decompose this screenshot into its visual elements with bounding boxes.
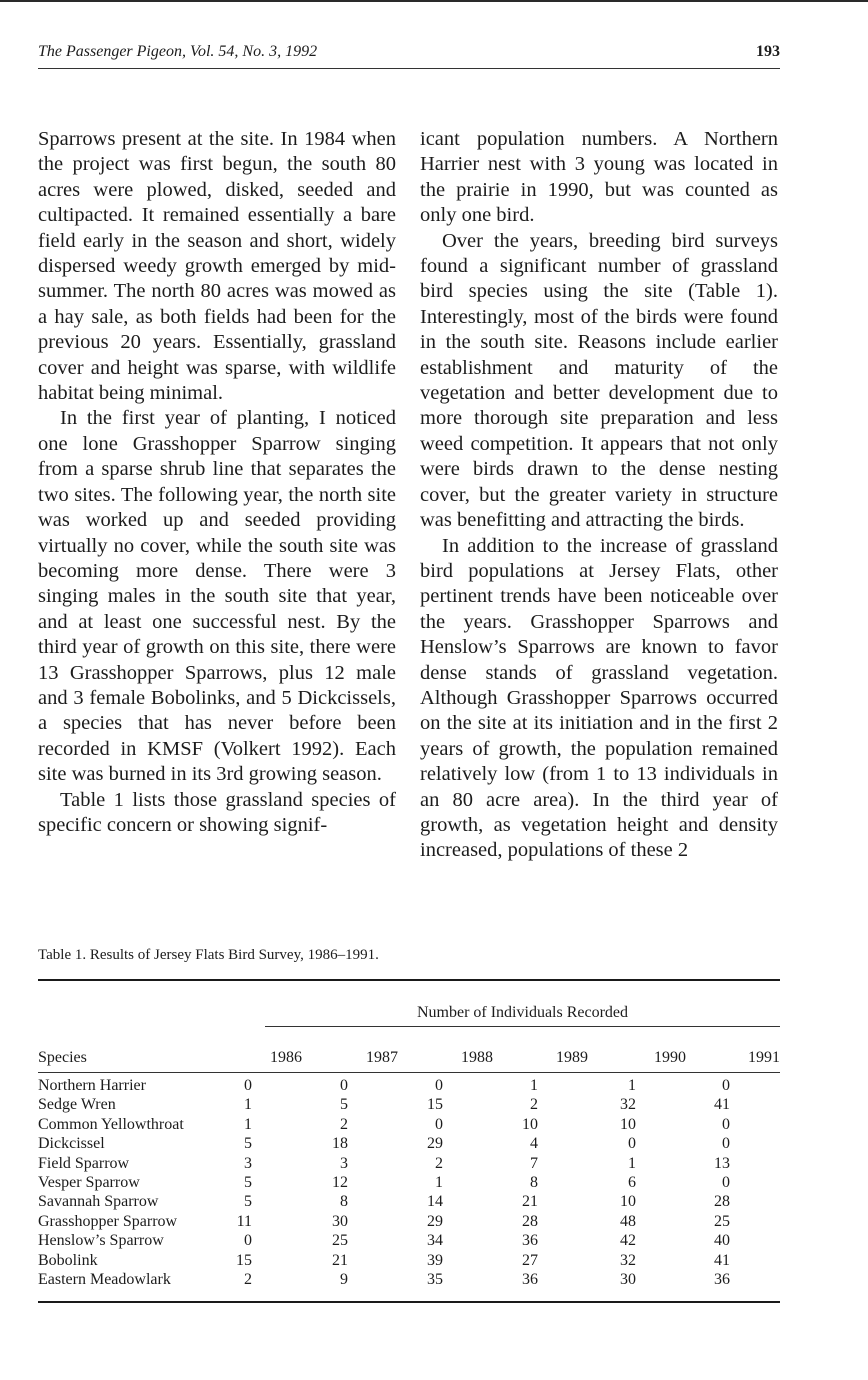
count-cell: 10: [620, 1115, 636, 1133]
count-cell: 15: [236, 1251, 252, 1269]
count-cell: 41: [714, 1096, 730, 1114]
paragraph: icant population numbers. A Northern Harrier nest with 3 young was located in the prairie in 1990, but was counted as only one bird.: [420, 128, 778, 227]
count-cell: 10: [620, 1193, 636, 1211]
count-cell: 36: [522, 1270, 538, 1288]
year-column-header: 1991: [748, 1049, 780, 1066]
count-cell: 7: [530, 1154, 538, 1172]
journal-citation: The Passenger Pigeon, Vol. 54, No. 3, 1992: [38, 43, 318, 60]
paragraph: In addition to the increase of grassland bird populations at Jersey Flats, other pertinent trends have been noticeable over the years. Grasshopper Sparrows and Henslow’s Sparrows are known to favor dense stands of grassland vegetation. Although Grasshopper Sparrows occurred on the site at its initiation and in the first 2 years of growth, the population remained relatively low (from 1 to 13 individuals in an 80 acre area). In the third year of growth, as vegetation height and density increased, populations of these 2: [420, 534, 778, 862]
count-cell: 32: [620, 1251, 636, 1269]
table-row: [38, 1192, 780, 1211]
count-cell: 3: [244, 1154, 252, 1172]
count-cell: 0: [244, 1232, 252, 1250]
count-cell: 40: [714, 1232, 730, 1250]
year-column-header: 1989: [556, 1049, 588, 1066]
species-name: Eastern Meadowlark: [38, 1270, 171, 1288]
table-row: [38, 1173, 780, 1192]
count-cell: 5: [244, 1135, 252, 1153]
count-cell: 27: [522, 1251, 538, 1269]
species-name: Northern Harrier: [38, 1077, 146, 1094]
species-column-header: Species: [38, 1049, 87, 1066]
count-cell: 1: [530, 1077, 538, 1094]
count-cell: 1: [435, 1173, 443, 1191]
table-row: [38, 1134, 780, 1153]
count-cell: 48: [620, 1212, 636, 1230]
page-number: 193: [756, 43, 780, 60]
year-column-header: 1986: [270, 1049, 302, 1066]
count-cell: 0: [435, 1115, 443, 1133]
species-name: Dickcissel: [38, 1135, 105, 1153]
count-cell: 1: [244, 1096, 252, 1114]
species-name: Sedge Wren: [38, 1096, 116, 1114]
count-cell: 25: [714, 1212, 730, 1230]
count-cell: 0: [722, 1115, 730, 1133]
count-cell: 8: [530, 1173, 538, 1191]
count-cell: 5: [244, 1173, 252, 1191]
bird-survey-table: [38, 1076, 780, 1289]
count-cell: 28: [522, 1212, 538, 1230]
table-row: [38, 1095, 780, 1114]
spanner-rule: [265, 1026, 780, 1027]
table-row: [38, 1154, 780, 1173]
table-bottom-rule: [38, 1301, 780, 1303]
count-cell: 41: [714, 1251, 730, 1269]
count-cell: 15: [427, 1096, 443, 1114]
count-cell: 0: [340, 1077, 348, 1094]
count-cell: 2: [340, 1115, 348, 1133]
count-cell: 35: [427, 1270, 443, 1288]
year-column-header: 1987: [366, 1049, 398, 1066]
count-cell: 0: [722, 1173, 730, 1191]
count-cell: 10: [522, 1115, 538, 1133]
count-cell: 2: [244, 1270, 252, 1288]
count-cell: 42: [620, 1232, 636, 1250]
right-column: [420, 127, 778, 864]
count-cell: 3: [340, 1154, 348, 1172]
count-cell: 1: [628, 1077, 636, 1094]
count-cell: 30: [332, 1212, 348, 1230]
paragraph: In the first year of planting, I noticed one lone Grasshopper Sparrow singing from a sparse shrub line that separates the two sites. The following year, the north site was worked up and seeded providing virtually no cover, while the south site was becoming more dense. There were 3 singing males in the south site that year, and at least one successful nest. By the third year of growth on this site, there were 13 Grasshopper Sparrows, plus 12 male and 3 female Bobolinks, and 5 Dickcissels, a species that has never before been recorded in KMSF (Volkert 1992). Each site was burned in its 3rd growing season.: [38, 407, 396, 786]
count-cell: 18: [332, 1135, 348, 1153]
count-cell: 25: [332, 1232, 348, 1250]
left-column: [38, 127, 396, 838]
count-cell: 34: [427, 1232, 443, 1250]
count-cell: 21: [332, 1251, 348, 1269]
paragraph: Over the years, breeding bird surveys found a significant number of grassland bird species using the site (Table 1). Interestingly, most of the birds were found in the south site. Reasons include earlier establishment and maturity of the vegetation and better development due to more thorough site preparation and less weed competition. It appears that not only were birds drawn to the dense nesting cover, but the greater variety in structure was benefitting and attracting the birds.: [420, 229, 778, 532]
running-head: [38, 42, 780, 69]
paragraph: Sparrows present at the site. In 1984 when the project was first begun, the south 80 acres were plowed, disked, seeded and cultipacted. It remained essentially a bare field early in the season and short, widely dispersed weedy growth emerged by mid-summer. The north 80 acres was mowed as a hay sale, as both fields had been for the previous 20 years. Essentially, grassland cover and height was sparse, with wildlife habitat being minimal.: [38, 128, 396, 405]
table-row: [38, 1212, 780, 1231]
count-cell: 29: [427, 1212, 443, 1230]
count-cell: 5: [340, 1096, 348, 1114]
species-name: Vesper Sparrow: [38, 1173, 140, 1191]
count-cell: 11: [236, 1212, 252, 1230]
count-cell: 0: [244, 1077, 252, 1094]
year-column-header: 1990: [654, 1049, 686, 1066]
header-rule: [38, 1072, 780, 1073]
count-cell: 1: [628, 1154, 636, 1172]
count-cell: 2: [530, 1096, 538, 1114]
count-cell: 0: [628, 1135, 636, 1153]
count-cell: 36: [714, 1270, 730, 1288]
species-name: Common Yellowthroat: [38, 1115, 184, 1133]
count-cell: 0: [435, 1077, 443, 1094]
count-cell: 36: [522, 1232, 538, 1250]
paragraph: Table 1 lists those grassland species of specific concern or showing signif-: [38, 788, 396, 836]
table-row: [38, 1115, 780, 1134]
species-name: Savannah Sparrow: [38, 1193, 159, 1211]
count-cell: 39: [427, 1251, 443, 1269]
year-column-header: 1988: [461, 1049, 493, 1066]
species-name: Bobolink: [38, 1251, 98, 1269]
table-row: [38, 1231, 780, 1250]
table-row: [38, 1270, 780, 1289]
count-cell: 28: [714, 1193, 730, 1211]
count-cell: 5: [244, 1193, 252, 1211]
page-top-edge: [0, 0, 868, 2]
table-row: [38, 1076, 780, 1095]
count-cell: 13: [714, 1154, 730, 1172]
table-spanner-heading: Number of Individuals Recorded: [416, 1004, 629, 1021]
table-top-rule: [38, 979, 780, 981]
species-name: Field Sparrow: [38, 1154, 130, 1172]
count-cell: 4: [530, 1135, 538, 1153]
count-cell: 9: [340, 1270, 348, 1288]
count-cell: 29: [427, 1135, 443, 1153]
count-cell: 32: [620, 1096, 636, 1114]
count-cell: 1: [244, 1115, 252, 1133]
count-cell: 30: [620, 1270, 636, 1288]
count-cell: 0: [722, 1077, 730, 1094]
count-cell: 2: [435, 1154, 443, 1172]
table-caption: Table 1. Results of Jersey Flats Bird Survey, 1986–1991.: [38, 947, 379, 963]
count-cell: 14: [427, 1193, 443, 1211]
count-cell: 12: [332, 1173, 348, 1191]
species-name: Henslow’s Sparrow: [38, 1232, 164, 1250]
count-cell: 8: [340, 1193, 348, 1211]
count-cell: 21: [522, 1193, 538, 1211]
count-cell: 6: [628, 1173, 636, 1191]
species-name: Grasshopper Sparrow: [38, 1212, 178, 1230]
count-cell: 0: [722, 1135, 730, 1153]
table-row: [38, 1251, 780, 1270]
